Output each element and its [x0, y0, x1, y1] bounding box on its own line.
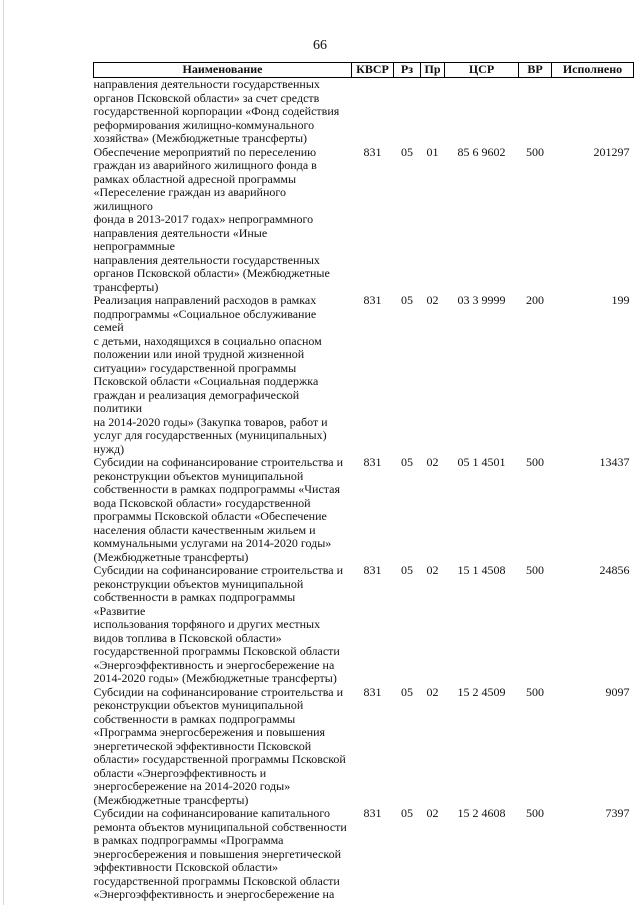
row-pr	[421, 78, 445, 146]
table-row	[94, 78, 634, 146]
row-pr: 02	[426, 806, 439, 820]
row-vr: 500	[526, 455, 544, 469]
row-pr: 02	[426, 684, 439, 699]
row-csr: 05 1 4501	[457, 455, 506, 469]
header-pr: Пр	[421, 63, 445, 78]
row-done: 9097	[605, 684, 630, 699]
table-row	[94, 294, 634, 456]
row-csr: 15 1 4508	[457, 563, 506, 577]
row-pr: 02	[426, 455, 439, 469]
table-row	[94, 807, 634, 902]
row-done	[552, 78, 634, 146]
row-pr: 01	[426, 144, 439, 159]
row-name: направления деятельности государственных органов Псковской области» за счет средств государственной корпорации «Фонд содействия реформирования жилищно-коммунального хозяйства» (Межбюджетные трансферты)	[93, 77, 340, 145]
table-row	[94, 456, 634, 564]
row-vr: 500	[526, 684, 544, 699]
header-done: Исполнено	[552, 63, 634, 78]
row-vr: 500	[526, 144, 544, 159]
row-vr: 500	[526, 806, 544, 820]
header-name: Наименование	[94, 63, 352, 78]
page-number: 66	[313, 38, 327, 53]
row-csr: 15 2 4509	[457, 684, 506, 699]
table-row	[94, 564, 634, 686]
table-row	[94, 146, 634, 295]
header-rz: Рз	[394, 63, 421, 78]
row-rz	[394, 78, 421, 146]
expenditure-table	[93, 62, 634, 902]
table-row	[94, 686, 634, 808]
row-done: 7397	[605, 806, 630, 820]
row-name: Обеспечение мероприятий по переселению граждан из аварийного жилищного фонда в рамках областной адресной программы «Переселение граждан из аварийного жилищного фонда в 2013-2017 годах» непрограммного направления деятельности «Иные непрограммные направления деятельности государственных органов Псковской области» (Межбюджетные трансферты)	[93, 144, 330, 294]
row-pr: 02	[426, 563, 439, 577]
row-name: Субсидии на софинансирование строительства и реконструкции объектов муниципальной собственности в рамках подпрограммы «Чистая вода Псковской области» государственной программы Псковской области «Обеспечение населения области качественным жильем и коммунальными услугами на 2014-2020 годы» (Межбюджетные трансферты)	[93, 455, 344, 564]
row-rz: 05	[401, 455, 413, 469]
expenditure-table-container	[93, 62, 633, 902]
row-kvsr: 831	[363, 684, 382, 699]
row-csr	[445, 78, 519, 146]
header-vr: ВР	[519, 63, 552, 78]
row-vr: 200	[526, 293, 544, 307]
row-kvsr: 831	[363, 563, 382, 577]
row-pr: 02	[426, 293, 439, 307]
row-done: 201297	[593, 144, 630, 159]
row-done: 13437	[599, 455, 630, 469]
row-csr: 03 3 9999	[457, 293, 506, 307]
row-name: Субсидии на софинансирование строительства и реконструкции объектов муниципальной собственности в рамках подпрограммы «Программа энергосбережения и повышения энергетической эффективности Псковской области» государственной программы Псковской области «Энергоэффективность и энергосбережение на 2014-2020 годы» (Межбюджетные трансферты)	[93, 684, 346, 807]
table-header-row	[94, 63, 634, 78]
row-kvsr: 831	[363, 806, 382, 820]
row-kvsr: 831	[363, 144, 382, 159]
row-rz: 05	[401, 684, 413, 699]
row-csr: 85 6 9602	[457, 144, 506, 159]
row-name: Реализация направлений расходов в рамках подпрограммы «Социальное обслуживание семей с детьми, находящихся в социально опасном положении или иной трудной жизненной ситуации» государственной программы Псковской области «Социальная поддержка граждан и реализация демографической политики на 2014-2020 годы» (Закупка товаров, работ и услуг для государственных (муниципальных) нужд)	[93, 293, 328, 456]
row-kvsr	[352, 78, 394, 146]
row-rz: 05	[401, 563, 413, 577]
row-rz: 05	[401, 293, 413, 307]
header-csr: ЦСР	[445, 63, 519, 78]
row-done: 199	[611, 293, 630, 307]
row-rz: 05	[401, 144, 413, 159]
row-csr: 15 2 4608	[457, 806, 506, 820]
row-kvsr: 831	[363, 455, 382, 469]
row-vr	[519, 78, 552, 146]
row-rz: 05	[401, 806, 413, 820]
row-name: Субсидии на софинансирование строительства и реконструкции объектов муниципальной собственности в рамках подпрограммы «Развитие использования торфяного и других местных видов топлива в Псковской области» государственной программы Псковской области «Энергоэффективность и энергосбережение на 2014-2020 годы» (Межбюджетные трансферты)	[93, 563, 344, 685]
page-edge	[3, 0, 4, 905]
row-vr: 500	[526, 563, 544, 577]
row-done: 24856	[599, 563, 630, 577]
header-kvsr: КВСР	[352, 63, 394, 78]
row-name: Субсидии на софинансирование капитального ремонта объектов муниципальной собственности в рамках подпрограммы «Программа энергосбережения и повышения энергетической эффективности Псковской области» государственной программы Псковской области «Энергоэффективность и энергосбережение на	[93, 806, 347, 901]
row-kvsr: 831	[363, 293, 382, 307]
